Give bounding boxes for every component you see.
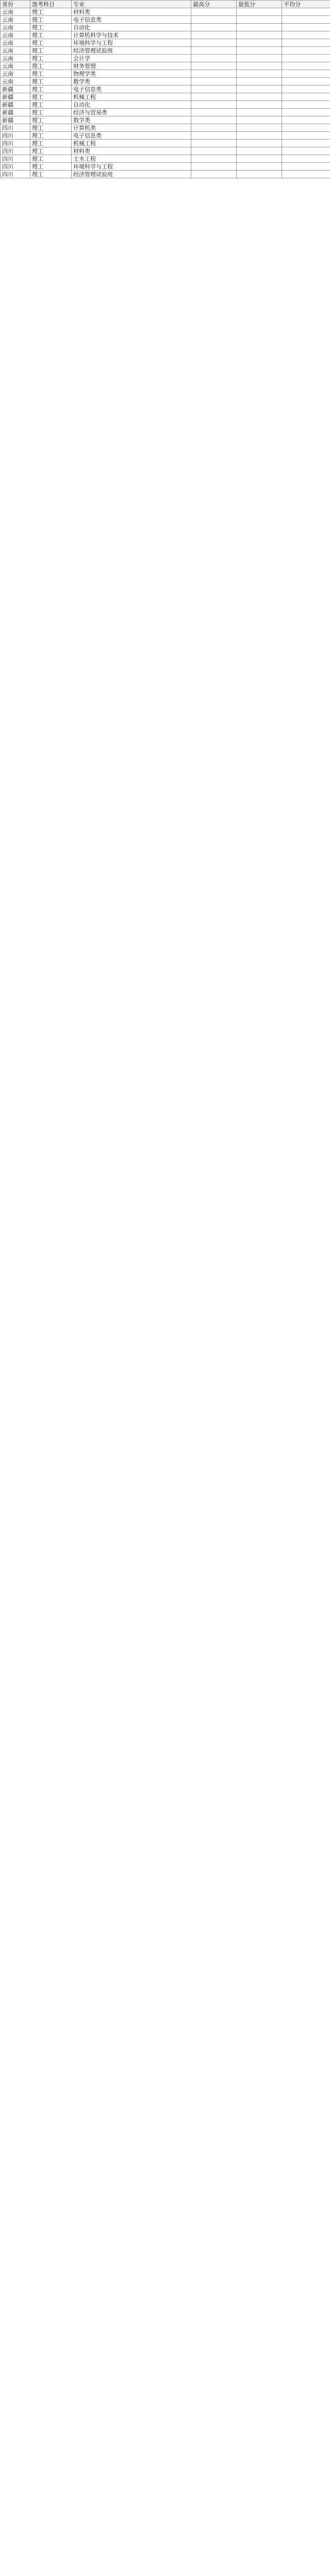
- row-avg-score: [282, 163, 330, 171]
- table-row: [1, 78, 330, 86]
- row-max-score: [191, 132, 237, 140]
- row-subject-type: 理工: [30, 101, 72, 109]
- row-avg-score: [282, 147, 330, 155]
- row-max-score: [191, 55, 237, 62]
- row-subject-type: 理工: [30, 78, 72, 86]
- row-min-score: [237, 31, 282, 39]
- row-subject-type: 理工: [30, 109, 72, 116]
- row-major: 土木工程: [72, 155, 191, 163]
- row-min-score: [237, 132, 282, 140]
- row-avg-score: [282, 55, 330, 62]
- row-subject-type: 理工: [30, 86, 72, 93]
- row-major: 计算机科学与技术: [72, 31, 191, 39]
- row-province: 四川: [1, 140, 30, 147]
- row-min-score: [237, 47, 282, 55]
- row-major: 环境科学与工程: [72, 163, 191, 171]
- row-min-score: [237, 62, 282, 70]
- row-avg-score: [282, 101, 330, 109]
- table-row: [1, 116, 330, 124]
- row-major: 电子信息类: [72, 132, 191, 140]
- row-major: 机械工程: [72, 93, 191, 101]
- row-max-score: [191, 155, 237, 163]
- table-row: [1, 132, 330, 140]
- row-min-score: [237, 124, 282, 132]
- row-max-score: [191, 62, 237, 70]
- row-subject-type: 理工: [30, 47, 72, 55]
- row-min-score: [237, 155, 282, 163]
- row-min-score: [237, 93, 282, 101]
- table-row: [1, 155, 330, 163]
- row-province: 云南: [1, 47, 30, 55]
- header-max-score: 最高分: [191, 1, 237, 8]
- row-subject-type: 理工: [30, 140, 72, 147]
- row-province: 云南: [1, 8, 30, 16]
- row-max-score: [191, 24, 237, 31]
- row-subject-type: 理工: [30, 55, 72, 62]
- table-row: [1, 93, 330, 101]
- row-major: 自动化: [72, 24, 191, 31]
- row-min-score: [237, 24, 282, 31]
- row-max-score: [191, 47, 237, 55]
- row-avg-score: [282, 24, 330, 31]
- row-major: 计算机类: [72, 124, 191, 132]
- row-avg-score: [282, 109, 330, 116]
- row-avg-score: [282, 70, 330, 78]
- row-min-score: [237, 147, 282, 155]
- header-avg-score: 平均分: [282, 1, 330, 8]
- row-avg-score: [282, 124, 330, 132]
- row-subject-type: 理工: [30, 132, 72, 140]
- row-max-score: [191, 8, 237, 16]
- row-subject-type: 理工: [30, 116, 72, 124]
- row-major: 物理学类: [72, 70, 191, 78]
- row-province: 云南: [1, 31, 30, 39]
- row-province: 四川: [1, 132, 30, 140]
- row-province: 云南: [1, 39, 30, 47]
- row-max-score: [191, 101, 237, 109]
- row-province: 四川: [1, 171, 30, 178]
- row-subject-type: 理工: [30, 124, 72, 132]
- row-province: 云南: [1, 78, 30, 86]
- row-min-score: [237, 78, 282, 86]
- row-province: 四川: [1, 124, 30, 132]
- table-row: [1, 101, 330, 109]
- row-max-score: [191, 93, 237, 101]
- row-avg-score: [282, 8, 330, 16]
- row-province: 新疆: [1, 109, 30, 116]
- row-major: 材料类: [72, 147, 191, 155]
- row-avg-score: [282, 116, 330, 124]
- header-row: [1, 1, 330, 8]
- row-max-score: [191, 16, 237, 24]
- row-min-score: [237, 116, 282, 124]
- row-major: 环境科学与工程: [72, 39, 191, 47]
- row-major: 电子信息类: [72, 16, 191, 24]
- row-subject-type: 理工: [30, 31, 72, 39]
- table-row: [1, 47, 330, 55]
- row-min-score: [237, 163, 282, 171]
- row-subject-type: 理工: [30, 155, 72, 163]
- row-max-score: [191, 70, 237, 78]
- row-avg-score: [282, 31, 330, 39]
- row-avg-score: [282, 86, 330, 93]
- table-row: [1, 39, 330, 47]
- row-major: 数学类: [72, 78, 191, 86]
- row-subject-type: 理工: [30, 39, 72, 47]
- row-max-score: [191, 140, 237, 147]
- row-subject-type: 理工: [30, 93, 72, 101]
- row-max-score: [191, 147, 237, 155]
- row-subject-type: 理工: [30, 62, 72, 70]
- row-min-score: [237, 39, 282, 47]
- row-avg-score: [282, 47, 330, 55]
- table-row: [1, 86, 330, 93]
- table-row: [1, 62, 330, 70]
- row-subject-type: 理工: [30, 8, 72, 16]
- row-min-score: [237, 70, 282, 78]
- row-major: 数学类: [72, 116, 191, 124]
- row-province: 新疆: [1, 86, 30, 93]
- row-major: 经济与贸易类: [72, 109, 191, 116]
- table-header: [1, 1, 330, 8]
- row-max-score: [191, 78, 237, 86]
- table-row: [1, 55, 330, 62]
- row-subject-type: 理工: [30, 70, 72, 78]
- table-row: [1, 8, 330, 16]
- row-province: 云南: [1, 24, 30, 31]
- row-province: 四川: [1, 163, 30, 171]
- row-subject-type: 理工: [30, 171, 72, 178]
- row-max-score: [191, 39, 237, 47]
- table-row: [1, 147, 330, 155]
- row-subject-type: 理工: [30, 147, 72, 155]
- row-major: 经济管理试验班: [72, 47, 191, 55]
- table-row: [1, 140, 330, 147]
- row-major: 电子信息类: [72, 86, 191, 93]
- row-major: 经济管理试验班: [72, 171, 191, 178]
- row-min-score: [237, 8, 282, 16]
- row-major: 会计学: [72, 55, 191, 62]
- row-avg-score: [282, 93, 330, 101]
- table-row: [1, 163, 330, 171]
- header-major: 专业: [72, 1, 191, 8]
- row-max-score: [191, 163, 237, 171]
- row-max-score: [191, 31, 237, 39]
- row-avg-score: [282, 140, 330, 147]
- table-row: [1, 109, 330, 116]
- row-major: 材料类: [72, 8, 191, 16]
- table-body: [1, 8, 330, 178]
- table-row: [1, 124, 330, 132]
- row-max-score: [191, 124, 237, 132]
- header-subject-type: 选考科目: [30, 1, 72, 8]
- row-province: 云南: [1, 55, 30, 62]
- row-province: 云南: [1, 70, 30, 78]
- header-province: 省份: [1, 1, 30, 8]
- row-min-score: [237, 171, 282, 178]
- row-min-score: [237, 16, 282, 24]
- row-major: 自动化: [72, 101, 191, 109]
- row-province: 新疆: [1, 101, 30, 109]
- row-max-score: [191, 116, 237, 124]
- row-subject-type: 理工: [30, 163, 72, 171]
- row-subject-type: 理工: [30, 24, 72, 31]
- row-min-score: [237, 140, 282, 147]
- row-avg-score: [282, 62, 330, 70]
- row-max-score: [191, 109, 237, 116]
- row-avg-score: [282, 16, 330, 24]
- row-major: 财务管理: [72, 62, 191, 70]
- row-province: 云南: [1, 62, 30, 70]
- row-province: 四川: [1, 147, 30, 155]
- row-max-score: [191, 171, 237, 178]
- row-province: 新疆: [1, 93, 30, 101]
- row-avg-score: [282, 78, 330, 86]
- row-major: 机械工程: [72, 140, 191, 147]
- row-min-score: [237, 109, 282, 116]
- row-avg-score: [282, 39, 330, 47]
- row-subject-type: 理工: [30, 16, 72, 24]
- row-min-score: [237, 55, 282, 62]
- table-row: [1, 171, 330, 178]
- table-row: [1, 24, 330, 31]
- row-max-score: [191, 86, 237, 93]
- row-min-score: [237, 101, 282, 109]
- table-row: [1, 70, 330, 78]
- row-province: 四川: [1, 155, 30, 163]
- header-min-score: 最低分: [237, 1, 282, 8]
- row-avg-score: [282, 171, 330, 178]
- row-avg-score: [282, 155, 330, 163]
- row-province: 云南: [1, 16, 30, 24]
- row-avg-score: [282, 132, 330, 140]
- score-table: [0, 0, 330, 178]
- row-province: 新疆: [1, 116, 30, 124]
- table-row: [1, 16, 330, 24]
- table-row: [1, 31, 330, 39]
- row-min-score: [237, 86, 282, 93]
